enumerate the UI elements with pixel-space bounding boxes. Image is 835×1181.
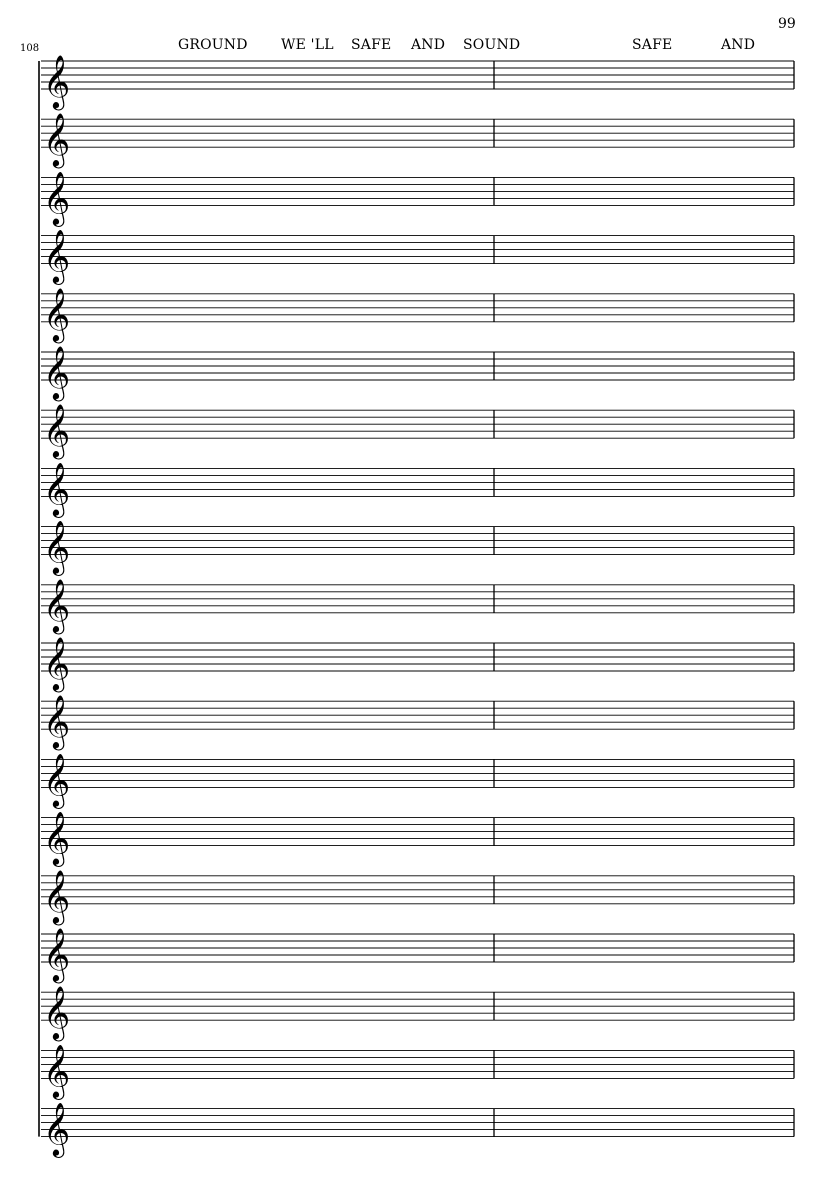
staff: [41, 752, 794, 808]
staff: [41, 112, 794, 168]
staff: [41, 927, 794, 983]
treble-clef-icon: 𝄞: [43, 286, 71, 341]
treble-clef-icon: 𝄞: [43, 1043, 71, 1098]
treble-clef-icon: 𝄞: [43, 170, 71, 225]
treble-clef-icon: 𝄞: [43, 694, 71, 749]
staff: [41, 287, 794, 343]
staff: [41, 170, 794, 226]
treble-clef-icon: 𝄞: [43, 1101, 71, 1156]
staff: [41, 461, 794, 517]
treble-clef-icon: 𝄞: [43, 345, 71, 399]
staff: [41, 985, 794, 1041]
treble-clef-icon: 𝄞: [43, 403, 71, 458]
page-number: 99: [778, 16, 796, 32]
staff: [41, 636, 794, 692]
treble-clef-icon: 𝄞: [43, 810, 71, 865]
lyric-syllable: AND: [721, 37, 756, 53]
staff: [41, 1043, 794, 1099]
lyric-syllable: SAFE: [632, 37, 673, 53]
treble-clef-icon: 𝄞: [43, 228, 71, 283]
staff: [41, 229, 794, 285]
measure-number: 108: [20, 43, 40, 54]
staff: [41, 345, 794, 401]
staff: [41, 811, 794, 867]
treble-clef-icon: 𝄞: [43, 112, 71, 167]
lyric-syllable: SOUND: [463, 37, 521, 53]
staff: [41, 694, 794, 750]
treble-clef-icon: 𝄞: [43, 519, 71, 574]
staff: [41, 520, 794, 576]
treble-clef-icon: 𝄞: [43, 752, 71, 807]
treble-clef-icon: 𝄞: [43, 577, 71, 632]
lyric-syllable: SAFE: [351, 37, 392, 53]
staff: [41, 869, 794, 925]
treble-clef-icon: 𝄞: [43, 927, 71, 981]
staff: [41, 403, 794, 459]
lyric-syllable: WE 'LL: [281, 37, 334, 53]
treble-clef-icon: 𝄞: [43, 868, 71, 923]
treble-clef-icon: 𝄞: [43, 54, 71, 108]
treble-clef-icon: 𝄞: [43, 985, 71, 1040]
treble-clef-icon: 𝄞: [43, 636, 71, 690]
staff: [41, 54, 794, 110]
lyric-syllable: AND: [411, 37, 446, 53]
staff: [41, 578, 794, 634]
staff: [41, 1102, 794, 1158]
lyric-syllable: GROUND: [178, 37, 248, 53]
treble-clef-icon: 𝄞: [43, 461, 71, 516]
